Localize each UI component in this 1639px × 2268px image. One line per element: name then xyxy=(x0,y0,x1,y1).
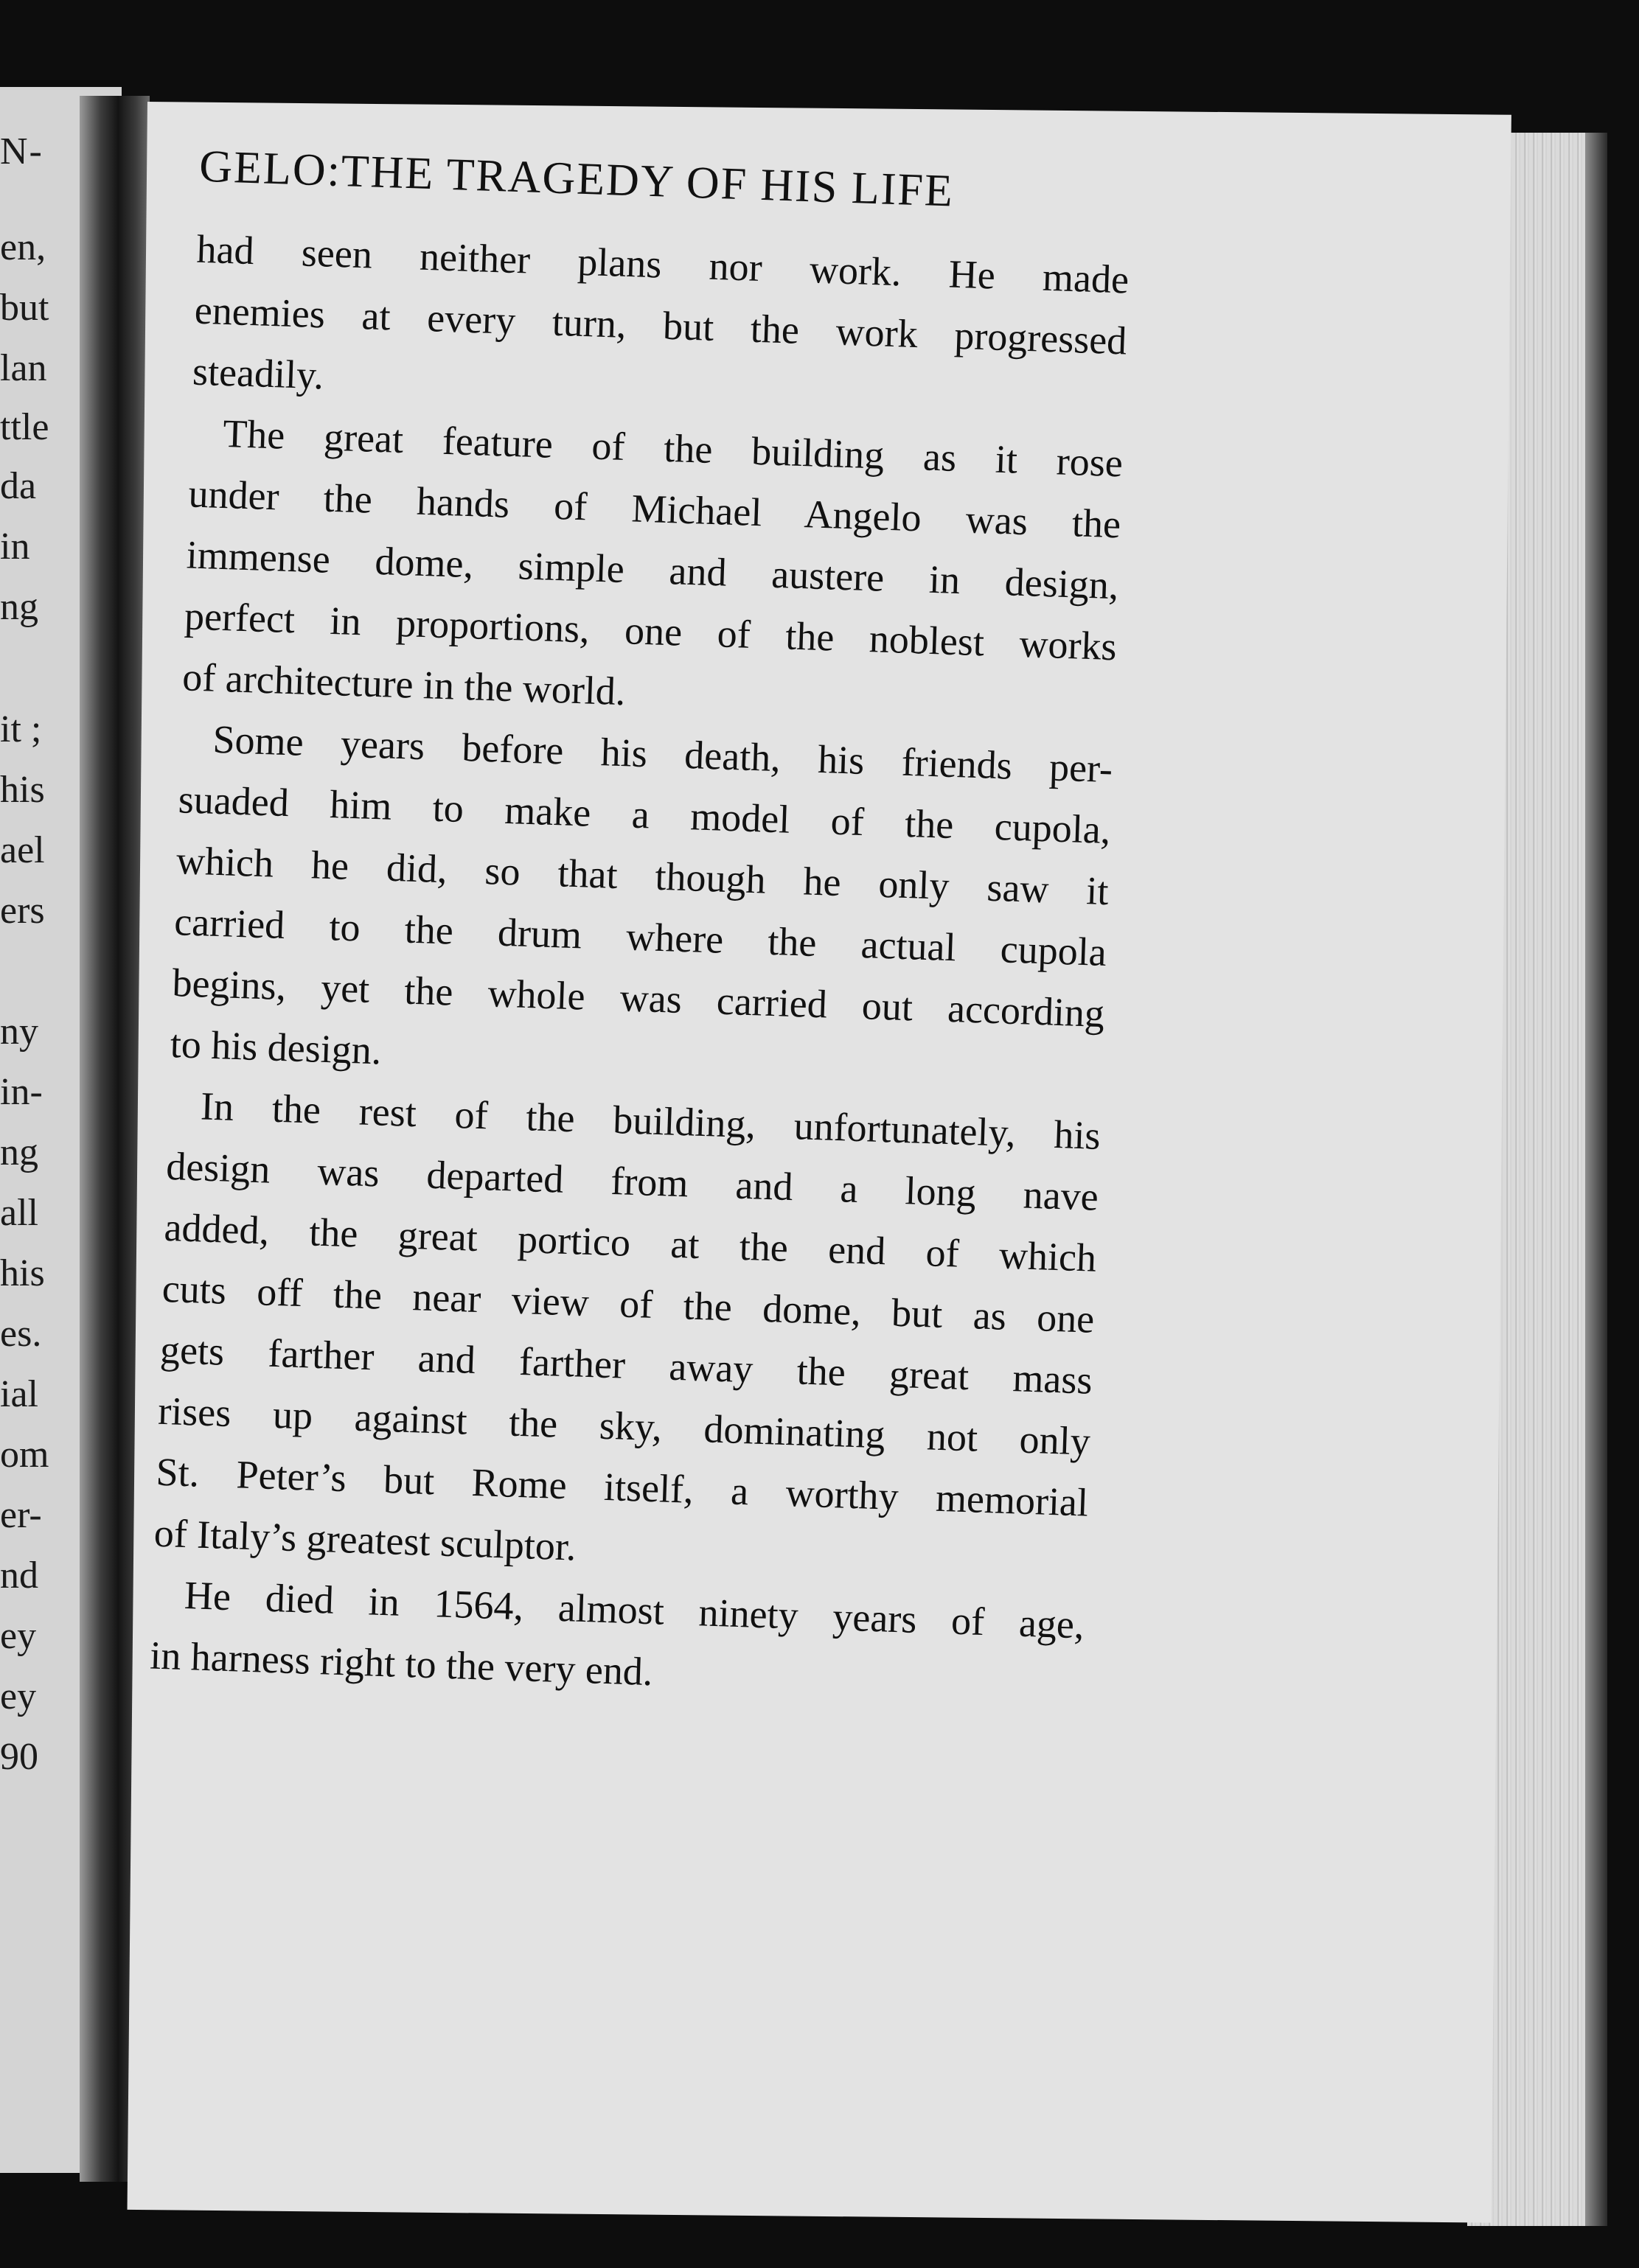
left-line-fragment: ael xyxy=(0,829,45,871)
text-line: perfect in proportions, one of the noblest works xyxy=(184,593,1118,669)
left-line-fragment: in- xyxy=(0,1071,43,1113)
text-line: steadily. xyxy=(192,349,325,398)
page-text-block xyxy=(149,141,1158,1695)
text-line: to his design. xyxy=(169,1022,383,1073)
text-line: St. Peter’s but Rome itself, a worthy memorial xyxy=(155,1449,1089,1525)
text-line: under the hands of Michael Angelo was the xyxy=(187,471,1122,547)
text-line: carried to the drum where the actual cupola xyxy=(173,899,1107,975)
left-line-fragment: ny xyxy=(0,1011,38,1053)
text-line: cuts off the near view of the dome, but as one xyxy=(161,1266,1096,1341)
text-line: He died in 1564, almost ninety years of age, xyxy=(184,1573,1085,1647)
text-line: enemies at every turn, but the work progressed xyxy=(193,287,1128,363)
right-page xyxy=(128,102,1511,2223)
text-line: added, the great portico at the end of which xyxy=(163,1204,1097,1280)
left-line-fragment: but xyxy=(0,287,49,329)
left-line-fragment: es. xyxy=(0,1313,42,1355)
left-line-fragment: ng xyxy=(0,586,38,628)
text-line: in harness right to the very end. xyxy=(149,1633,654,1695)
left-line-fragment: lan xyxy=(0,347,47,389)
left-page-number-fragment: 90 xyxy=(0,1736,38,1778)
text-line: had seen neither plans nor work. He made xyxy=(195,226,1130,302)
left-line-fragment: his xyxy=(0,1252,45,1294)
text-line: immense dome, simple and austere in design, xyxy=(185,532,1120,608)
text-line: of Italy’s greatest sculptor. xyxy=(153,1510,577,1569)
text-line: Some years before his death, his friends per- xyxy=(212,716,1114,792)
text-line: In the rest of the building, unfortunately, his xyxy=(200,1084,1102,1158)
left-line-fragment: in xyxy=(0,526,30,568)
text-line: design was departed from and a long nave xyxy=(165,1143,1099,1219)
left-line-fragment: ial xyxy=(0,1373,38,1415)
left-line-fragment: da xyxy=(0,465,37,507)
left-line-fragment: er- xyxy=(0,1494,42,1536)
left-line-fragment: nd xyxy=(0,1555,38,1597)
left-line-fragment: en, xyxy=(0,226,46,268)
left-line-fragment: it ; xyxy=(0,708,42,750)
left-line-fragment: his xyxy=(0,769,45,811)
text-line: of architecture in the world. xyxy=(181,655,627,714)
left-line-fragment: ng xyxy=(0,1131,38,1173)
page-edges-shadow xyxy=(1585,133,1607,2226)
text-line: suaded him to make a model of the cupola, xyxy=(177,777,1112,853)
text-line: The great feature of the building as it rose xyxy=(222,411,1124,486)
left-line-fragment: ttle xyxy=(0,406,49,448)
text-line: rises up against the sky, dominating not only xyxy=(157,1388,1091,1464)
left-line-fragment: all xyxy=(0,1192,38,1234)
left-line-fragment: ers xyxy=(0,890,45,932)
text-line: which he did, so that though he only saw it xyxy=(175,838,1110,914)
text-line: begins, yet the whole was carried out according xyxy=(171,960,1105,1036)
left-running-head-fragment: N- xyxy=(0,130,44,172)
left-line-fragment: ey xyxy=(0,1615,37,1657)
text-line: gets farther and farther away the great mass xyxy=(159,1327,1093,1403)
left-line-fragment: om xyxy=(0,1434,49,1476)
running-head: GELO:THE TRAGEDY OF HIS LIFE xyxy=(198,141,955,217)
left-line-fragment: ey xyxy=(0,1675,37,1717)
